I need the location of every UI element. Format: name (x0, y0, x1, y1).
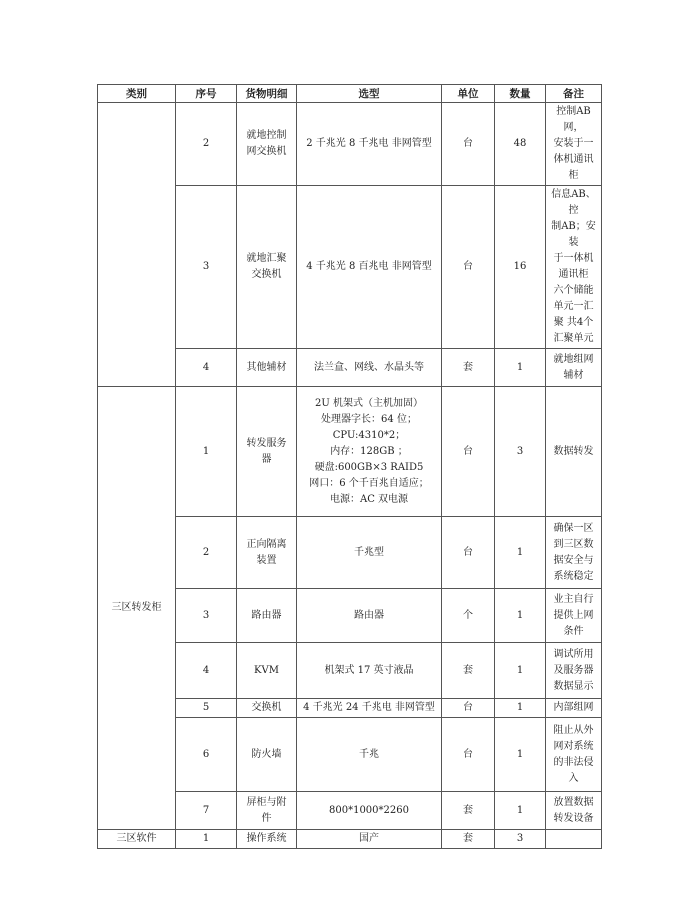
seq-cell: 2 (176, 517, 237, 589)
qty-cell: 1 (495, 643, 546, 699)
category-cell: 三区软件 (98, 830, 176, 849)
remark-cell: 数据转发 (546, 387, 602, 517)
qty-cell: 1 (495, 718, 546, 792)
category-cell (98, 103, 176, 387)
header-seq: 序号 (176, 85, 237, 103)
seq-cell: 3 (176, 589, 237, 643)
qty-cell: 3 (495, 387, 546, 517)
unit-cell: 台 (442, 186, 495, 349)
remark-cell: 确保一区 到三区数 据安全与 系统稳定 (546, 517, 602, 589)
seq-cell: 3 (176, 186, 237, 349)
unit-cell: 台 (442, 103, 495, 186)
header-remark: 备注 (546, 85, 602, 103)
item-cell: KVM (237, 643, 297, 699)
remark-cell: 放置数据 转发设备 (546, 792, 602, 830)
remark-cell: 就地组网 辅材 (546, 349, 602, 387)
qty-cell: 1 (495, 349, 546, 387)
item-cell: 其他辅材 (237, 349, 297, 387)
header-category: 类别 (98, 85, 176, 103)
model-cell: 法兰盒、网线、水晶头等 (297, 349, 442, 387)
model-cell: 4 千兆光 8 百兆电 非网管型 (297, 186, 442, 349)
qty-cell: 3 (495, 830, 546, 849)
seq-cell: 2 (176, 103, 237, 186)
header-qty: 数量 (495, 85, 546, 103)
seq-cell: 7 (176, 792, 237, 830)
category-cell: 三区转发柜 (98, 387, 176, 830)
model-cell: 2U 机架式（主机加固） 处理器字长：64 位； CPU:4310*2； 内存：128GB ； 硬盘:600GB×3 RAID5 网口：6 个千百兆自适应； 电源：AC 双电源 (297, 387, 442, 517)
qty-cell: 16 (495, 186, 546, 349)
unit-cell: 套 (442, 792, 495, 830)
seq-cell: 5 (176, 699, 237, 718)
model-cell: 机架式 17 英寸液晶 (297, 643, 442, 699)
unit-cell: 套 (442, 830, 495, 849)
qty-cell: 1 (495, 517, 546, 589)
unit-cell: 台 (442, 517, 495, 589)
model-cell: 国产 (297, 830, 442, 849)
qty-cell: 1 (495, 699, 546, 718)
unit-cell: 个 (442, 589, 495, 643)
unit-cell: 台 (442, 699, 495, 718)
qty-cell: 48 (495, 103, 546, 186)
item-cell: 防火墙 (237, 718, 297, 792)
table-row (98, 830, 602, 849)
unit-cell: 台 (442, 718, 495, 792)
item-cell: 路由器 (237, 589, 297, 643)
qty-cell: 1 (495, 792, 546, 830)
unit-cell: 台 (442, 387, 495, 517)
table-row (98, 103, 602, 186)
qty-cell: 1 (495, 589, 546, 643)
seq-cell: 1 (176, 387, 237, 517)
header-item: 货物明细 (237, 85, 297, 103)
item-cell: 就地汇聚 交换机 (237, 186, 297, 349)
seq-cell: 6 (176, 718, 237, 792)
table-header-row (98, 85, 602, 103)
unit-cell: 套 (442, 349, 495, 387)
table-row (98, 387, 602, 517)
seq-cell: 4 (176, 349, 237, 387)
unit-cell: 套 (442, 643, 495, 699)
item-cell: 就地控制 网交换机 (237, 103, 297, 186)
model-cell: 4 千兆光 24 千兆电 非网管型 (297, 699, 442, 718)
model-cell: 2 千兆光 8 千兆电 非网管型 (297, 103, 442, 186)
model-cell: 千兆 (297, 718, 442, 792)
seq-cell: 1 (176, 830, 237, 849)
seq-cell: 4 (176, 643, 237, 699)
equipment-table (97, 84, 602, 849)
header-unit: 单位 (442, 85, 495, 103)
item-cell: 转发服务 器 (237, 387, 297, 517)
remark-cell: 内部组网 (546, 699, 602, 718)
remark-cell: 信息AB、控 制AB；安装 于一体机 通讯柜 六个储能 单元一汇 聚 共4个 汇聚单元 (546, 186, 602, 349)
item-cell: 交换机 (237, 699, 297, 718)
remark-cell: 阻止从外 网对系统 的非法侵 入 (546, 718, 602, 792)
remark-cell (546, 830, 602, 849)
item-cell: 正向隔离 装置 (237, 517, 297, 589)
model-cell: 千兆型 (297, 517, 442, 589)
model-cell: 路由器 (297, 589, 442, 643)
header-model: 选型 (297, 85, 442, 103)
remark-cell: 调试所用 及服务器 数据显示 (546, 643, 602, 699)
item-cell: 操作系统 (237, 830, 297, 849)
remark-cell: 控制AB网， 安装于一 体机通讯 柜 (546, 103, 602, 186)
remark-cell: 业主自行 提供上网 条件 (546, 589, 602, 643)
item-cell: 屏柜与附 件 (237, 792, 297, 830)
model-cell: 800*1000*2260 (297, 792, 442, 830)
